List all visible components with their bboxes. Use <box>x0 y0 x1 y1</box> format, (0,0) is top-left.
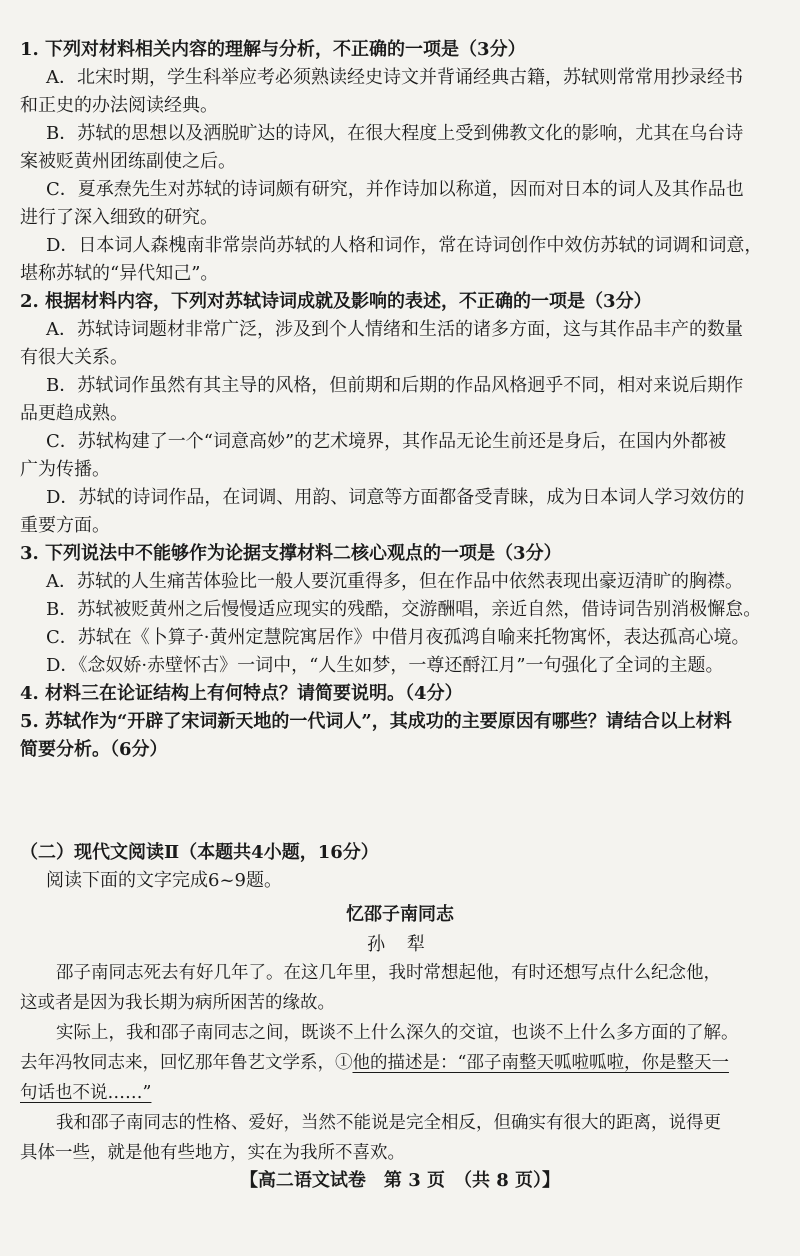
q1-stem: 1. 下列对材料相关内容的理解与分析，不正确的一项是（3分） <box>20 39 526 60</box>
q2-option-b: B．苏轼词作虽然有其主导的风格，但前期和后期的作品风格迥乎不同，相对来说后期作 <box>46 375 744 396</box>
paragraph-1-line-1: 邵子南同志死去有好几年了。在这几年里，我时常想起他，有时还想写点什么纪念他， <box>56 963 721 983</box>
q2-option-c-cont: 广为传播。 <box>20 459 110 480</box>
article-author: 孙 犁 <box>367 934 433 955</box>
q1-option-c: C．夏承焘先生对苏轼的诗词颇有研究，并作诗加以称道，因而对日本的词人及其作品也 <box>46 179 744 200</box>
q3-stem: 3. 下列说法中不能够作为论据支撑材料二核心观点的一项是（3分） <box>20 543 562 564</box>
q3-option-d: D．《念奴娇·赤壁怀古》一词中，“人生如梦，一尊还酹江月”一句强化了全词的主题。 <box>46 655 724 676</box>
section-instruction: 阅读下面的文字完成6~9题。 <box>46 870 282 891</box>
paragraph-2-line-1: 实际上，我和邵子南同志之间，既谈不上什么深久的交谊，也谈不上什么多方面的了解。 <box>56 1023 739 1043</box>
q3-option-b: B．苏轼被贬黄州之后慢慢适应现实的残酷，交游酬唱，亲近自然，借诗词告别消极懈怠。 <box>46 599 762 620</box>
underlined-quote: 他的描述是：“邵子南整天呱啦呱啦，你是整天一 <box>352 1053 729 1073</box>
q1-option-d-cont: 堪称苏轼的“异代知己”。 <box>20 263 219 284</box>
q1-option-a-cont: 和正史的办法阅读经典。 <box>20 95 218 116</box>
paragraph-2-plain: 去年冯牧同志来，回忆那年鲁艺文学系， <box>20 1053 335 1073</box>
q1-option-b: B．苏轼的思想以及洒脱旷达的诗风，在很大程度上受到佛教文化的影响，尤其在乌台诗 <box>46 123 744 144</box>
underlined-quote-cont: 句话也不说……” <box>20 1083 152 1103</box>
q1-option-a: A．北宋时期，学生科举应考必须熟读经史诗文并背诵经典古籍，苏轼则常常用抄录经书 <box>46 67 743 88</box>
paragraph-1-line-2: 这或者是因为我长期为病所困苦的缘故。 <box>20 993 335 1013</box>
q3-option-a: A．苏轼的人生痛苦体验比一般人要沉重得多，但在作品中依然表现出豪迈清旷的胸襟。 <box>46 571 743 592</box>
section-title: （二）现代文阅读Ⅱ（本题共4小题，16分） <box>20 842 379 863</box>
q2-option-b-cont: 品更趋成熟。 <box>20 403 128 424</box>
article-body <box>20 958 780 1168</box>
q1-option-d: D．日本词人森槐南非常崇尚苏轼的人格和词作，常在诗词创作中效仿苏轼的词调和词意， <box>46 235 763 256</box>
paragraph-2-line-3 <box>20 1078 780 1108</box>
q2-option-a-cont: 有很大关系。 <box>20 347 128 368</box>
page-footer: 【高二语文试卷 第 3 页 （共 8 页）】 <box>239 1170 561 1191</box>
q1-option-c-cont: 进行了深入细致的研究。 <box>20 207 218 228</box>
q2-option-d: D．苏轼的诗词作品，在词调、用韵、词意等方面都备受青睐，成为日本词人学习效仿的 <box>46 487 745 508</box>
q2-option-d-cont: 重要方面。 <box>20 515 110 536</box>
q3-option-c: C．苏轼在《卜算子·黄州定慧院寓居作》中借月夜孤鸿自喻来托物寓怀，表达孤高心境。 <box>46 627 750 648</box>
q4-stem: 4. 材料三在论证结构上有何特点？请简要说明。（4分） <box>20 683 463 704</box>
paragraph-3-line-2: 具体一些，就是他有些地方，实在为我所不喜欢。 <box>20 1143 405 1163</box>
article-title: 忆邵子南同志 <box>346 904 454 925</box>
paragraph-3-line-1: 我和邵子南同志的性格、爱好，当然不能说是完全相反，但确实有很大的距离，说得更 <box>56 1113 721 1133</box>
q2-stem: 2. 根据材料内容，下列对苏轼诗词成就及影响的表述，不正确的一项是（3分） <box>20 291 652 312</box>
annotation-marker: ① <box>335 1053 353 1073</box>
q2-option-c: C．苏轼构建了一个“词意高妙”的艺术境界，其作品无论生前还是身后，在国内外都被 <box>46 431 727 452</box>
q5-stem-cont: 简要分析。（6分） <box>20 739 168 760</box>
paragraph-2-line-2 <box>20 1048 780 1078</box>
q5-stem: 5. 苏轼作为“开辟了宋词新天地的一代词人”，其成功的主要原因有哪些？请结合以上材料 <box>20 711 732 732</box>
q1-option-b-cont: 案被贬黄州团练副使之后。 <box>20 151 236 172</box>
questions-block <box>20 36 780 764</box>
q2-option-a: A．苏轼诗词题材非常广泛，涉及到个人情绪和生活的诸多方面，这与其作品丰产的数量 <box>46 319 743 340</box>
